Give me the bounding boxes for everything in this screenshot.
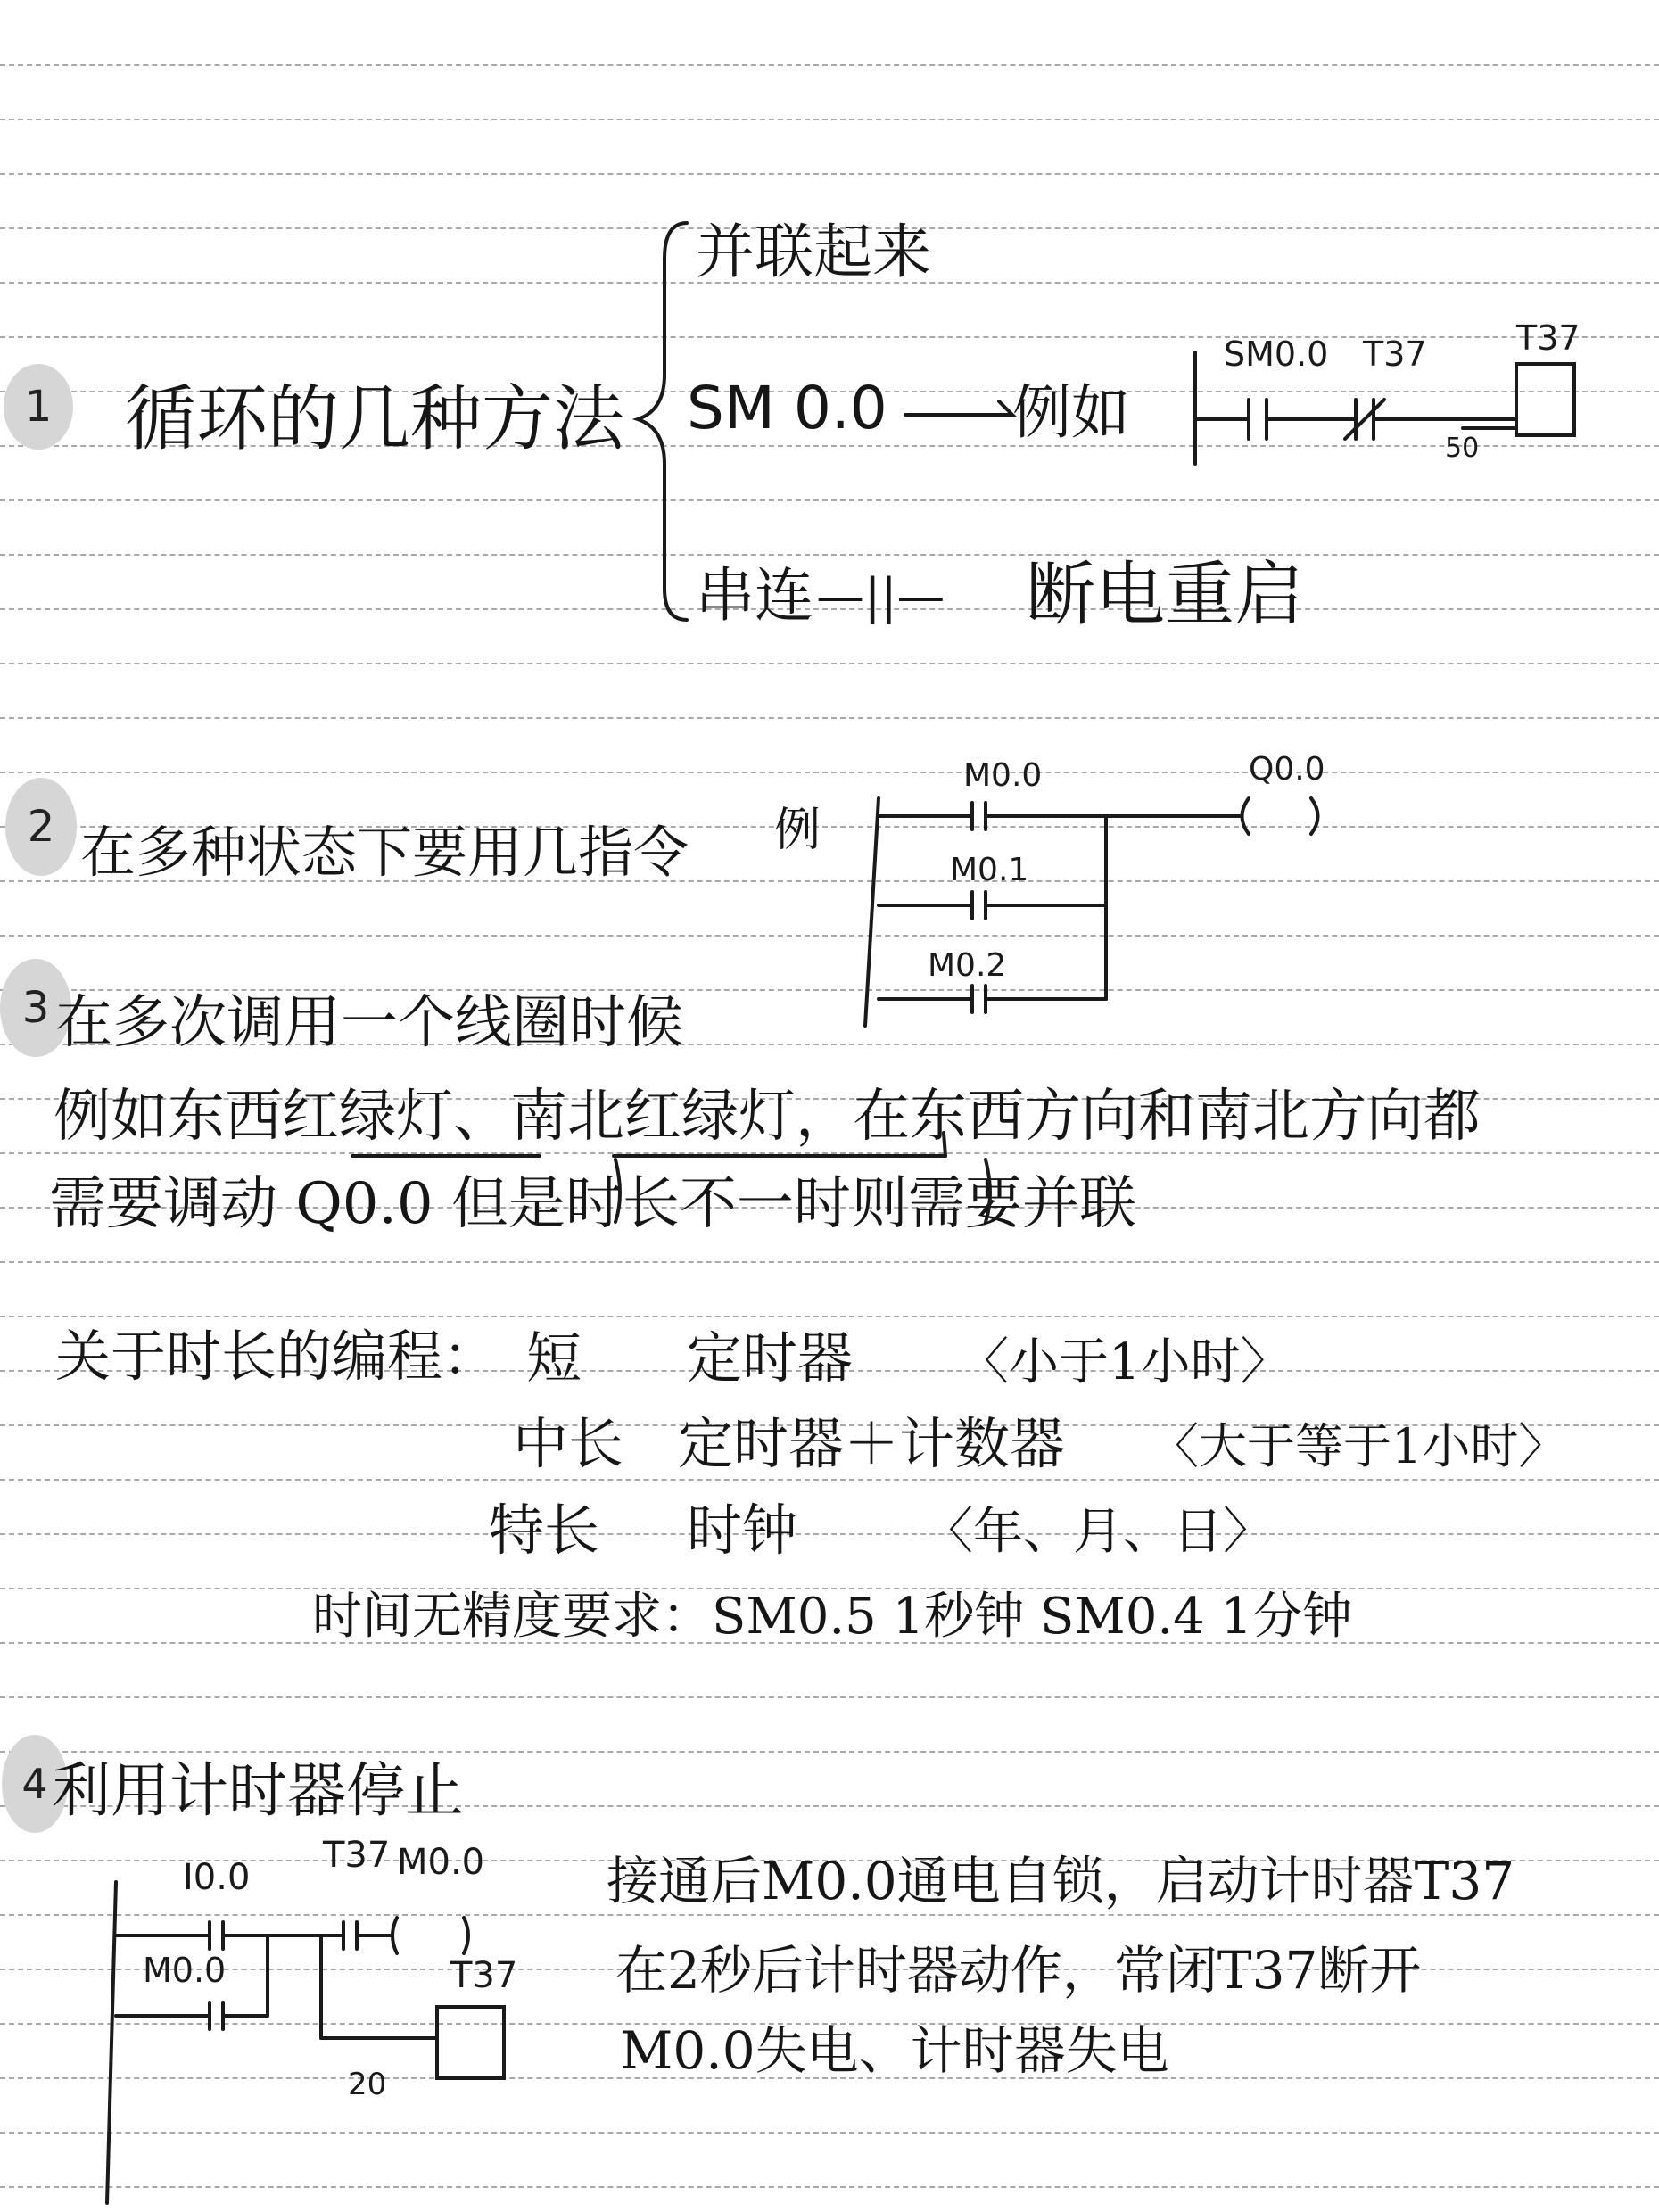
timing-heading: 关于时长的编程： — [55, 1324, 499, 1389]
ladder-4-stop-label: T37 — [323, 1835, 391, 1876]
ladder-2-c3-label: M0.2 — [928, 947, 1007, 984]
ladder-1-coil-label: T37 — [1516, 318, 1581, 358]
section-1-title: 循环的几种方法 — [125, 377, 624, 460]
section-4-title: 利用计时器停止 — [52, 1756, 464, 1825]
ladder-4-seal-label: M0.0 — [143, 1951, 227, 1990]
timing-row-1-method: 定时器 — [687, 1325, 854, 1391]
section-1-badge-number: 1 — [24, 382, 53, 432]
ladder-1-contact-1-label: SM0.0 — [1224, 334, 1329, 374]
ladder-4-coil-left — [392, 1918, 397, 1953]
section-3-line-2: 需要调动 Q0.0 但是时长不一时则需要并联 — [49, 1171, 1136, 1237]
section-4-badge-number: 4 — [21, 1760, 48, 1808]
section-3-line-1: 例如东西红绿灯、南北红绿灯，在东西方向和南北方向都 — [54, 1084, 1481, 1150]
section-2-example-label: 例 — [774, 804, 821, 857]
ladder-2-c1-label: M0.0 — [963, 757, 1043, 794]
ladder-4-preset-label: 20 — [348, 2067, 387, 2102]
branch-series-result: 断电重启 — [1026, 555, 1305, 635]
ladder-2-c2-label: M0.1 — [950, 852, 1029, 888]
ladder-1-preset-label: 50 — [1445, 433, 1480, 464]
timing-row-2-len: 中长 — [513, 1411, 624, 1476]
ladder-4-start-label: I0.0 — [183, 1857, 251, 1898]
section-3-badge-number: 3 — [21, 983, 50, 1033]
section-4-note-3: M0.0失电、计时器失电 — [620, 2020, 1169, 2081]
ladder-4-coil-right — [464, 1918, 468, 1953]
timing-row-2-note: 〈大于等于1小时〉 — [1151, 1418, 1567, 1474]
section-4-note-2: 在2秒后计时器动作，常闭T37断开 — [615, 1940, 1422, 2001]
ladder-2-coil-label: Q0.0 — [1249, 751, 1325, 788]
ladder-4-left-rail — [107, 1882, 116, 2203]
branch-series-contact: —||— — [816, 568, 945, 624]
branch-series-text: 串连 — [696, 561, 813, 630]
timing-row-3-method: 时钟 — [687, 1498, 798, 1563]
section-2-title: 在多种状态下要用几指令 — [80, 820, 689, 885]
section-4-note-1: 接通后M0.0通电自锁，启动计时器T37 — [607, 1851, 1515, 1911]
branch-sm-text: SM 0.0 — [687, 374, 887, 442]
timing-precision: 时间无精度要求：SM0.5 1秒钟 SM0.4 1分钟 — [312, 1588, 1353, 1646]
section-3-title: 在多次调用一个线圈时候 — [55, 990, 683, 1056]
timing-row-1-note: 〈小于1小时〉 — [959, 1333, 1291, 1391]
timing-row-3-note: 〈年、月、日〉 — [923, 1503, 1273, 1561]
ladder-4-timer-label: T37 — [450, 1955, 518, 1996]
timing-row-3-len: 特长 — [489, 1498, 600, 1563]
ladder-1-contact-2-label: T37 — [1363, 334, 1427, 374]
timing-row-1-len: 短 — [526, 1325, 582, 1391]
section-2-badge-number: 2 — [27, 802, 55, 852]
timing-row-2-method: 定时器＋计数器 — [678, 1411, 1066, 1476]
ladder-4-timer-box — [437, 2007, 504, 2078]
branch-sm-example-text: 例如 — [1012, 378, 1130, 447]
branch-parallel-text: 并联起来 — [696, 218, 931, 286]
ladder-4-coil-label: M0.0 — [397, 1842, 485, 1883]
